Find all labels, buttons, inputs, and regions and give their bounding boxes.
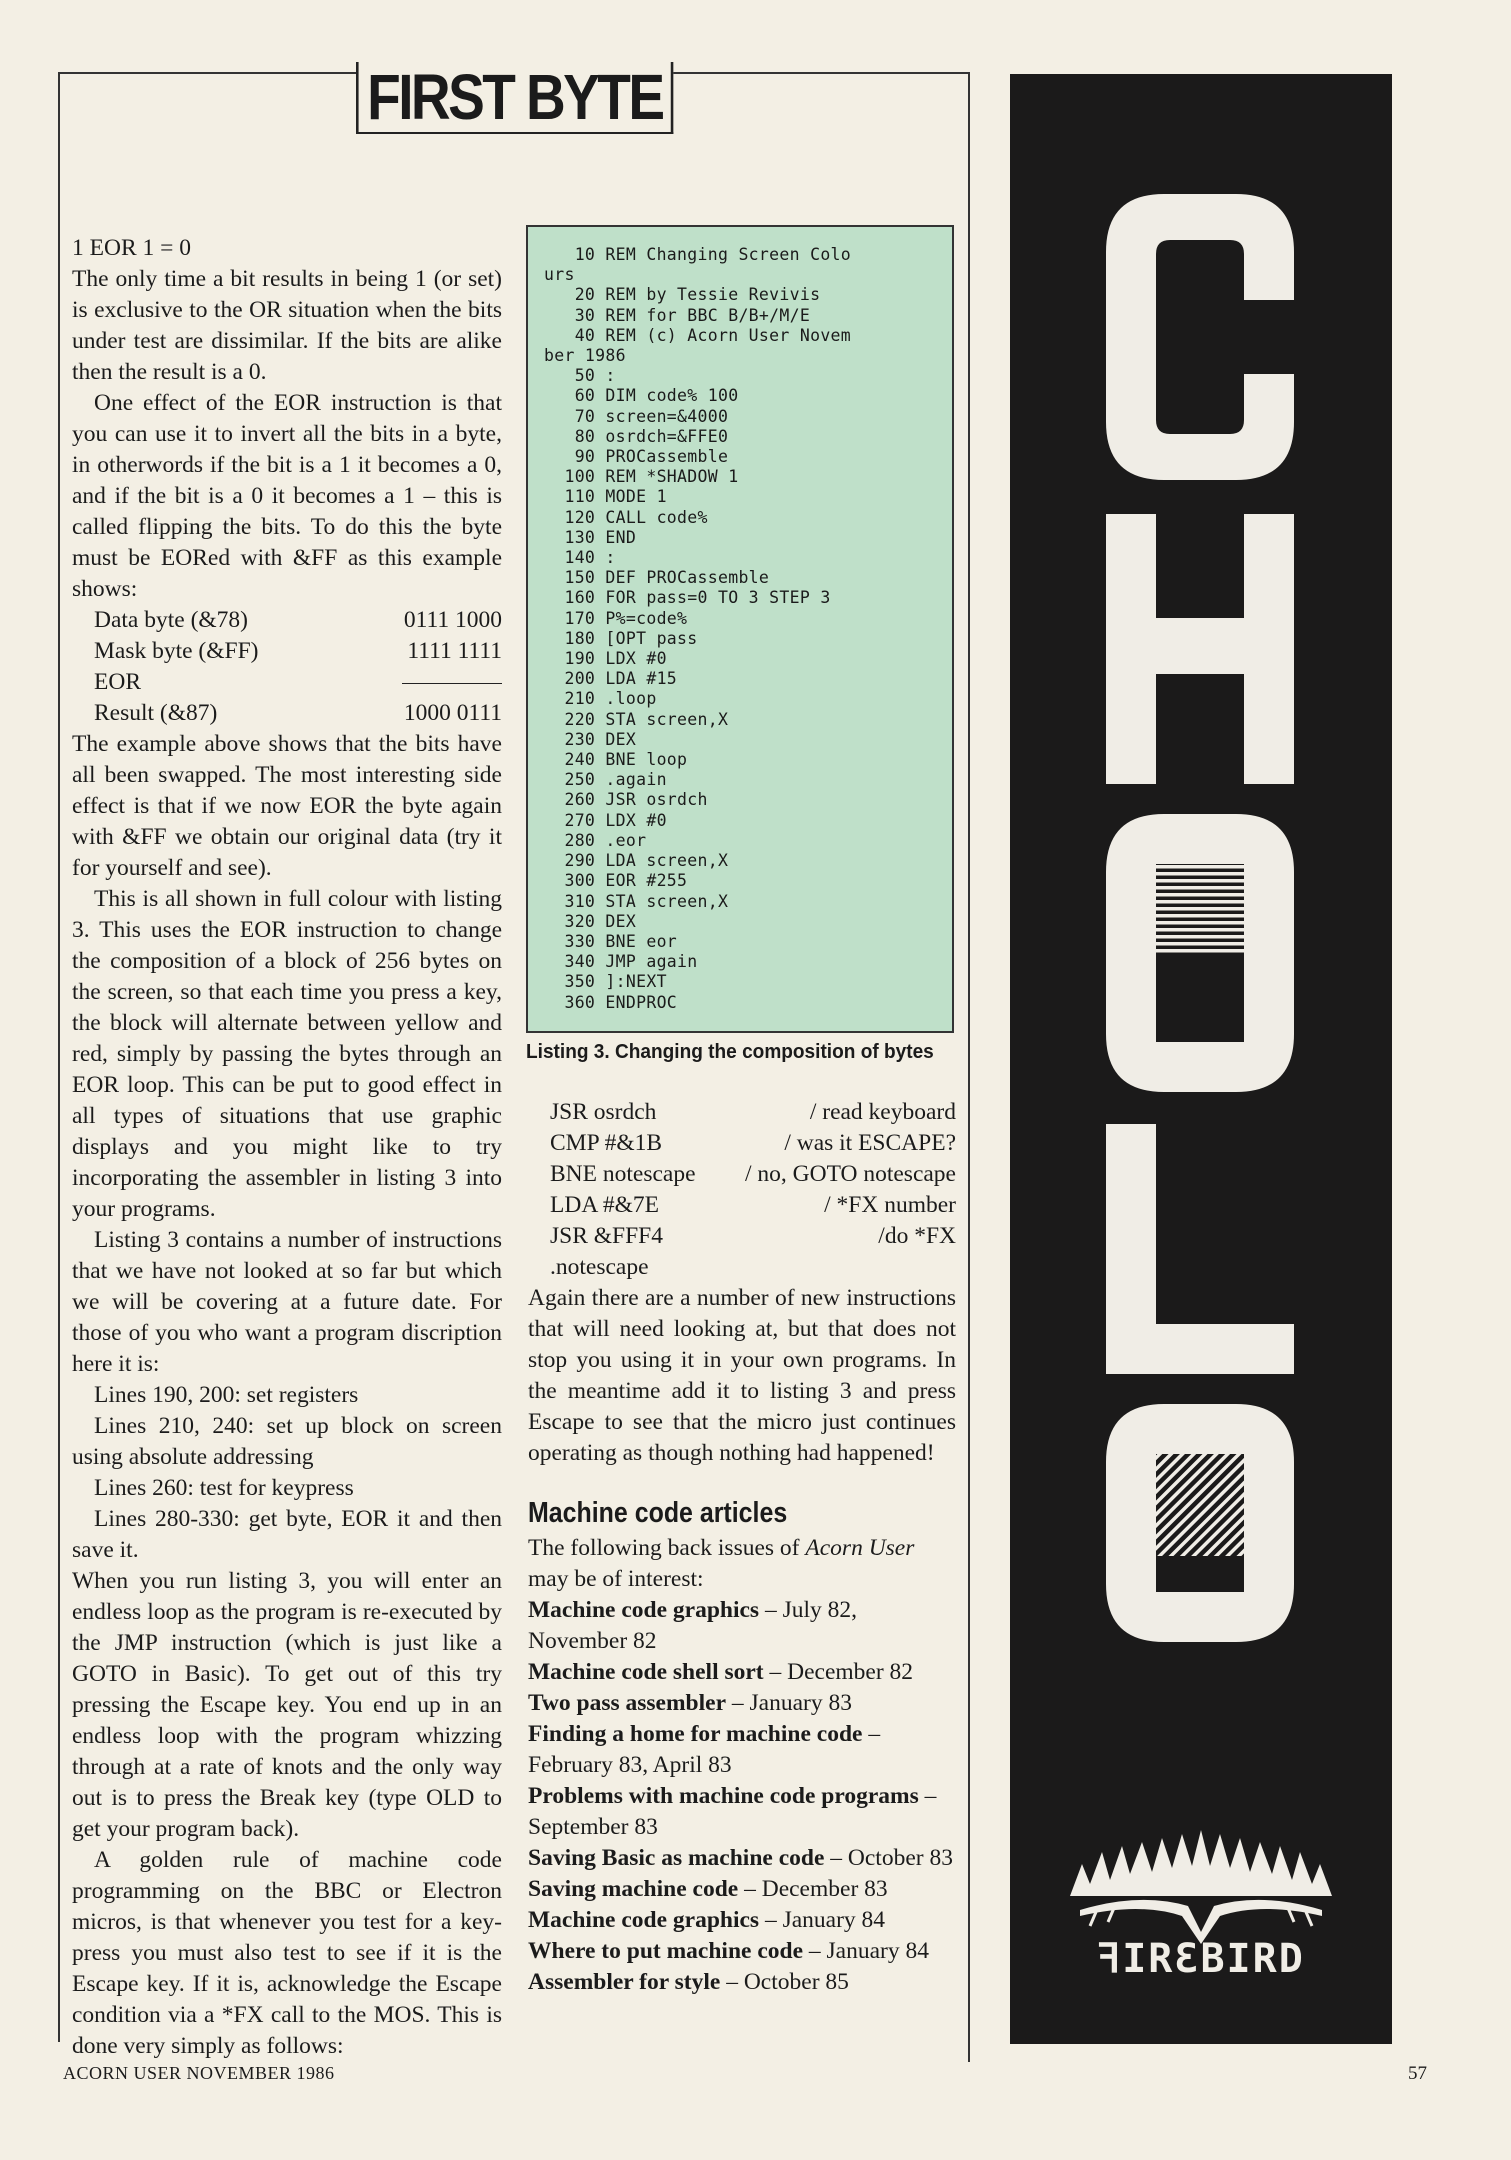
- code-line: 130 END: [544, 527, 637, 547]
- table-row: [528, 1128, 956, 1159]
- article-title: Machine code graphics: [528, 1597, 760, 1623]
- left-column: [72, 233, 502, 2062]
- code-line: 40 REM (c) Acorn User Novem: [544, 325, 852, 345]
- article-item: Machine code shell sort – December 82: [528, 1659, 914, 1685]
- code-line: 290 LDA screen,X: [544, 851, 729, 871]
- example-label: Result (&87): [94, 700, 218, 726]
- frame-right-rule: [968, 72, 970, 2062]
- code-line: 90 PROCassemble: [544, 447, 729, 467]
- code-line: 300 EOR #255: [544, 871, 688, 891]
- advert-graphic: [1010, 74, 1392, 2044]
- table-row: [528, 1190, 956, 1221]
- article-issues: January 84: [782, 1907, 886, 1933]
- code-line: 260 JSR osrdch: [544, 790, 708, 810]
- letter-h-icon: [1106, 514, 1294, 784]
- article-item: Machine code graphics – January 84: [528, 1907, 886, 1933]
- paragraph: The example above shows that the bits have all been swapped. The most interesting side effect is that if we now EOR the byte again with &FF we obtain our original data (try it for yourself and see).: [72, 731, 502, 881]
- eor-example-table: [72, 605, 502, 729]
- asm-comment: / was it ESCAPE?: [784, 1130, 956, 1156]
- article-item: Machine code graphics – July 82, November 82: [528, 1597, 858, 1654]
- article-title: Where to put machine code: [528, 1938, 804, 1964]
- letter-c-icon: [1106, 194, 1294, 480]
- code-line: 110 MODE 1: [544, 487, 667, 507]
- paragraph: Lines 280-330: get byte, EOR it and then save it.: [72, 1506, 502, 1563]
- letter-o-hatched-icon: [1106, 1404, 1294, 1642]
- article-item: Problems with machine code programs – September 83: [528, 1783, 937, 1840]
- asm-instruction: BNE notescape: [550, 1161, 696, 1187]
- article-item: Finding a home for machine code – February 83, April 83: [528, 1721, 881, 1778]
- page-number: 57: [1408, 2063, 1427, 2084]
- code-line: 70 screen=&4000: [544, 406, 729, 426]
- article-title: Two pass assembler: [528, 1690, 727, 1716]
- code-listing-box: [526, 225, 954, 1033]
- article-title: Machine code graphics: [528, 1907, 760, 1933]
- code-line: 330 BNE eor: [544, 931, 678, 951]
- frame-left-rule: [58, 72, 60, 2042]
- listing-caption: Listing 3. Changing the composition of bytes: [526, 1040, 934, 1063]
- paragraph: Lines 190, 200: set registers: [94, 1382, 359, 1408]
- article-title: Problems with machine code programs: [528, 1783, 919, 1809]
- article-issues: October 83: [847, 1845, 953, 1871]
- article-title: Saving Basic as machine code: [528, 1845, 825, 1871]
- code-line: 240 BNE loop: [544, 750, 688, 770]
- paragraph: 1 EOR 1 = 0: [72, 235, 192, 261]
- firebird-logo-icon: [1070, 1830, 1332, 1944]
- code-line: 140 :: [544, 548, 616, 568]
- code-line: 160 FOR pass=0 TO 3 STEP 3: [544, 588, 831, 608]
- asm-comment: / read keyboard: [809, 1099, 956, 1125]
- article-title: Finding a home for machine code: [528, 1721, 863, 1747]
- firebird-wordmark: ꟻIRƐBIRD: [1097, 1936, 1305, 1982]
- article-issues: July 82, November 82: [528, 1597, 858, 1654]
- diagonal-hatch-icon: [1130, 1426, 1274, 1556]
- articles-intro: The following back issues of Acorn User may be of interest:: [528, 1535, 915, 1592]
- code-line: urs: [544, 265, 575, 285]
- asm-instruction: JSR &FFF4: [550, 1223, 664, 1249]
- code-line: 250 .again: [544, 770, 667, 790]
- article-title: Saving machine code: [528, 1876, 739, 1902]
- example-value: 0111 1000: [403, 607, 502, 633]
- example-value: 1111 1111: [407, 638, 502, 664]
- horizontal-stripes-icon: [1130, 836, 1270, 956]
- table-row: [72, 698, 502, 729]
- code-line: 270 LDX #0: [544, 810, 667, 830]
- code-line: 320 DEX: [544, 911, 637, 931]
- code-line: 210 .loop: [544, 689, 657, 709]
- article-title: Machine code shell sort: [528, 1659, 764, 1685]
- asm-comment: / no, GOTO notescape: [744, 1161, 956, 1187]
- firebird-advert: [1010, 74, 1392, 2044]
- table-row: [528, 1252, 956, 1283]
- code-line: 280 .eor: [544, 830, 647, 850]
- code-line: 100 REM *SHADOW 1: [544, 467, 739, 487]
- section-title: FIRST BYTE: [356, 62, 674, 134]
- asm-snippet-table: [528, 1097, 956, 1283]
- article-issues: January 83: [749, 1690, 852, 1716]
- code-line: 220 STA screen,X: [544, 709, 729, 729]
- paragraph: When you run listing 3, you will enter an endless loop as the program is re-executed by the JMP instruction (which is just like a GOTO in Basic). To get out of this try pressing the Escape key. You end up in an endless loop with the program whizzing through at a rate of knots and the only way out is to press the Break key (type OLD to get your program back).: [72, 1568, 502, 1842]
- code-line: 50 :: [544, 366, 616, 386]
- code-line: 20 REM by Tessie Revivis: [544, 285, 821, 305]
- article-issues: February 83, April 83: [528, 1752, 732, 1778]
- table-row: [72, 667, 502, 698]
- code-line: 80 osrdch=&FFE0: [544, 426, 729, 446]
- article-issues: January 84: [826, 1938, 929, 1964]
- paragraph: Lines 210, 240: set up block on screen using absolute addressing: [72, 1413, 502, 1470]
- code-line: 180 [OPT pass: [544, 628, 698, 648]
- code-line: 350 ]:NEXT: [544, 972, 667, 992]
- asm-comment: /do *FX: [878, 1223, 956, 1249]
- code-line: 200 LDA #15: [544, 669, 678, 689]
- article-title: Assembler for style: [528, 1969, 721, 1995]
- paragraph: The only time a bit results in being 1 (or set) is exclusive to the OR situation when the bits under test are dissimilar. If the bits are alike then the result is a 0.: [72, 266, 502, 385]
- code-line: 120 CALL code%: [544, 507, 708, 527]
- asm-instruction: .notescape: [550, 1254, 649, 1280]
- table-row: [72, 605, 502, 636]
- article-issues: December 83: [761, 1876, 888, 1902]
- magazine-name: Acorn User: [805, 1535, 915, 1561]
- asm-comment: / *FX number: [824, 1192, 956, 1218]
- asm-comment: [717, 1252, 956, 1283]
- code-line: 340 JMP again: [544, 952, 698, 972]
- paragraph: One effect of the EOR instruction is that you can use it to invert all the bits in a byte, in otherwords if the bit is a 1 it becomes a 0, and if the bit is a 0 it becomes a 1 – this is called flipping the bits. To do this the byte must be EORed with &FF as this example shows:: [72, 390, 502, 602]
- code-line: 30 REM for BBC B/B+/M/E: [544, 305, 811, 325]
- code-line: 170 P%=code%: [544, 608, 688, 628]
- table-row: [72, 636, 502, 667]
- code-line: 310 STA screen,X: [544, 891, 729, 911]
- article-issues: October 85: [743, 1969, 849, 1995]
- code-line: 190 LDX #0: [544, 649, 667, 669]
- article-item: Saving machine code – December 83: [528, 1876, 888, 1902]
- code-line: ber 1986: [544, 346, 626, 366]
- example-label: Data byte (&78): [94, 607, 249, 633]
- paragraph: This is all shown in full colour with listing 3. This uses the EOR instruction to change the composition of a block of 256 bytes on the screen, so that each time you press a key, the block will alternate between yellow and red, simply by passing the bytes through an EOR loop. This can be put to good effect in all types of situations that use graphic displays and you might like to try incorporating the assembler in listing 3 into your programs.: [72, 886, 502, 1222]
- table-row: [528, 1159, 956, 1190]
- articles-heading: Machine code articles: [528, 1497, 788, 1529]
- article-issues: September 83: [528, 1814, 658, 1840]
- paragraph: Again there are a number of new instructions that will need looking at, but that does not stop you using it in your own programs. In the meantime add it to listing 3 and press Escape to see that the micro just continues operating as though nothing had happened!: [528, 1285, 956, 1466]
- asm-instruction: CMP #&1B: [550, 1130, 663, 1156]
- code-line: 230 DEX: [544, 729, 637, 749]
- article-item: Assembler for style – October 85: [528, 1969, 849, 1995]
- paragraph: Lines 260: test for keypress: [94, 1475, 354, 1501]
- article-item: Two pass assembler – January 83: [528, 1690, 852, 1716]
- article-item: Saving Basic as machine code – October 83: [528, 1845, 953, 1871]
- code-line: 150 DEF PROCassemble: [544, 568, 770, 588]
- asm-instruction: JSR osrdch: [550, 1099, 657, 1125]
- asm-instruction: LDA #&7E: [550, 1192, 660, 1218]
- table-row: [528, 1097, 956, 1128]
- footer-magazine: ACORN USER NOVEMBER 1986: [63, 2063, 335, 2083]
- article-item: Where to put machine code – January 84: [528, 1938, 929, 1964]
- example-label: EOR: [94, 669, 141, 695]
- right-column: [528, 1097, 956, 1998]
- code-line: 360 ENDPROC: [544, 992, 678, 1012]
- code-line: 10 REM Changing Screen Colo: [544, 245, 852, 264]
- letter-l-icon: [1106, 1124, 1294, 1374]
- paragraph: Listing 3 contains a number of instructions that we have not looked at so far but which we will be covering at a future date. For those of you who want a program discription here it is:: [72, 1227, 502, 1377]
- article-issues: December 82: [787, 1659, 914, 1685]
- example-value: 1000 0111: [403, 700, 502, 726]
- table-row: [528, 1221, 956, 1252]
- paragraph: A golden rule of machine code programming on the BBC or Electron micros, is that whenever you test for a key-press you must also test to see if it is the Escape key. If it is, acknowledge the Escape condition via a *FX call to the MOS. This is done very simply as follows:: [72, 1847, 502, 2059]
- example-divider: [352, 667, 502, 698]
- example-label: Mask byte (&FF): [94, 638, 259, 664]
- code-line: 60 DIM code% 100: [544, 386, 739, 406]
- letter-o-striped-icon: [1106, 814, 1294, 1092]
